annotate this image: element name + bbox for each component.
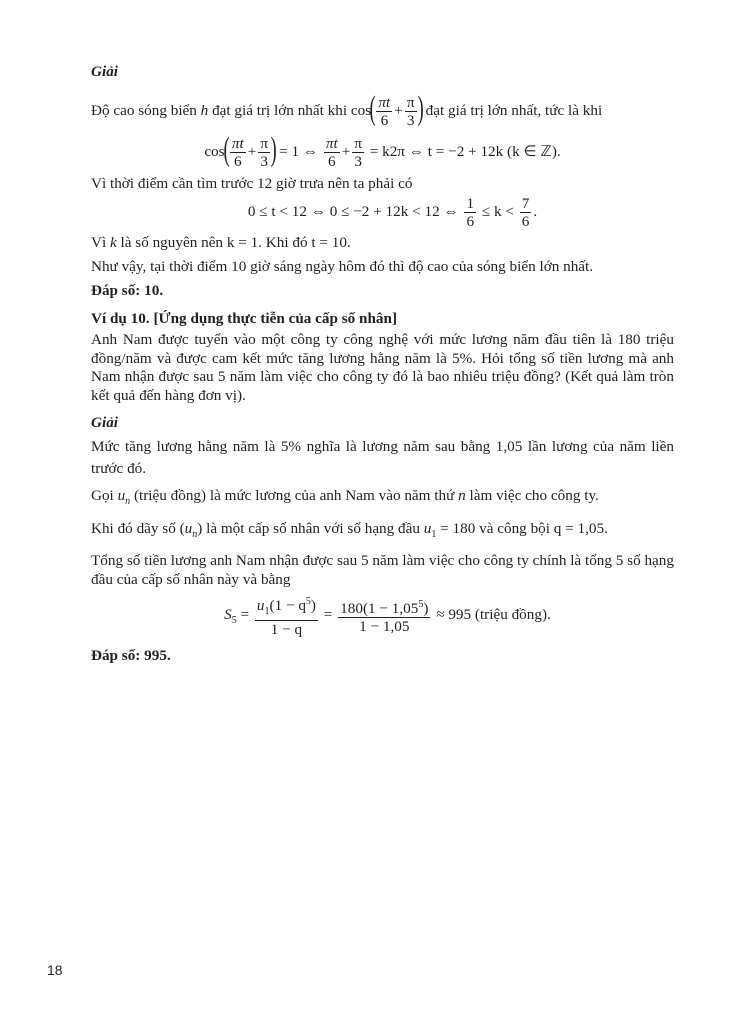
answer-2: Đáp số: 995. bbox=[91, 647, 171, 665]
solution2-p4: Tổng số tiền lương anh Nam nhận được sau 5 năm làm việc cho công ty chính là tổng 5 số hạng đầu của cấp số nhân này và bằng bbox=[91, 552, 674, 588]
solution-heading-2: Giải bbox=[91, 414, 119, 431]
solution-line-4: Như vậy, tại thời điểm 10 giờ sáng ngày hôm đó thì độ cao của sóng biển lớn nhất. bbox=[91, 258, 594, 275]
text: đạt giá trị lớn nhất, tức là khi bbox=[421, 101, 603, 119]
example-title: Ví dụ 10. [Ứng dụng thực tiễn của cấp số nhân] bbox=[91, 310, 398, 327]
solution-line-3: Vì k là số nguyên nên k = 1. Khi đó t = 10. bbox=[91, 234, 351, 251]
example-problem: Anh Nam được tuyển vào một công ty công nghệ với mức lương năm đầu tiên là 180 triệu đồng/năm và được cam kết mức tăng lương hằng năm là 5%. Hỏi tổng số tiền lương mà anh Nam nhận được sau 5 năm làm việc cho công ty đó là bao nhiêu triệu đồng? (Kết quả làm tròn kết quả đến hàng đơn vị). bbox=[91, 331, 674, 404]
inequality: 0 ≤ t < 12 ⇔ 0 ≤ −2 + 12k < 12 ⇔ $\frac{1}{6}$ ≤ k < $\frac{7}{6}$ . bbox=[247, 195, 538, 230]
solution2-p1: Mức tăng lương hằng năm là 5% nghĩa là lương năm sau bằng 1,05 lần lương của năm liền trước đó. bbox=[91, 438, 674, 477]
math-var-h: h bbox=[200, 101, 209, 119]
solution-line-1 bbox=[91, 89, 674, 129]
fraction-pi-t-over-6: $\frac{\pi t}{6}$ bbox=[378, 94, 391, 129]
equation-cos: cos( $\frac{\pi t}{6}$ + $\frac{\pi}{3}$ ) = 1 ⇔ $\frac{\pi t}{6}$ + $\frac{\pi}{3}$ = k2π ⇔ t = −2 + 12k (k ∈ ℤ). bbox=[204, 130, 561, 170]
solution2-p2: Gọi $u_n$ (triệu đồng) là mức lương của anh Nam vào năm thứ n làm việc cho công ty. bbox=[91, 487, 599, 508]
text: đạt giá trị lớn nhất khi bbox=[208, 101, 351, 119]
sum-formula: $S_5$ = $\frac{u_1(1 - q^5)}{1 - q}$ = $\frac{180(1 - 1,05^5)}{1 - 1,05}$ ≈ 995 (triệu đồng). bbox=[91, 593, 674, 638]
right-paren: ) bbox=[417, 89, 424, 127]
math-cos: cos bbox=[350, 101, 372, 119]
solution2-p3: Khi đó dãy số $(u_n)$ là một cấp số nhân với số hạng đầu $u_1 = 180$ và công bội q = 1,05. bbox=[91, 520, 608, 541]
fraction-values: $\frac{180(1 - 1,05^5)}{1 - 1,05}$ bbox=[338, 596, 430, 635]
solution-heading: Giải bbox=[91, 63, 119, 80]
text: Độ cao sóng biển bbox=[91, 101, 201, 119]
answer-1: Đáp số: 10. bbox=[91, 282, 164, 299]
page-content bbox=[91, 62, 674, 665]
plus: + bbox=[394, 101, 403, 119]
fraction-pi-over-3: $\frac{\pi}{3}$ bbox=[406, 94, 415, 129]
left-paren: ( bbox=[369, 89, 376, 127]
fraction-formula: $\frac{u_1(1 - q^5)}{1 - q}$ bbox=[255, 593, 318, 638]
solution-line-2: Vì thời điểm cần tìm trước 12 giờ trưa nên ta phải có bbox=[91, 175, 413, 192]
page-number: 18 bbox=[47, 962, 63, 978]
